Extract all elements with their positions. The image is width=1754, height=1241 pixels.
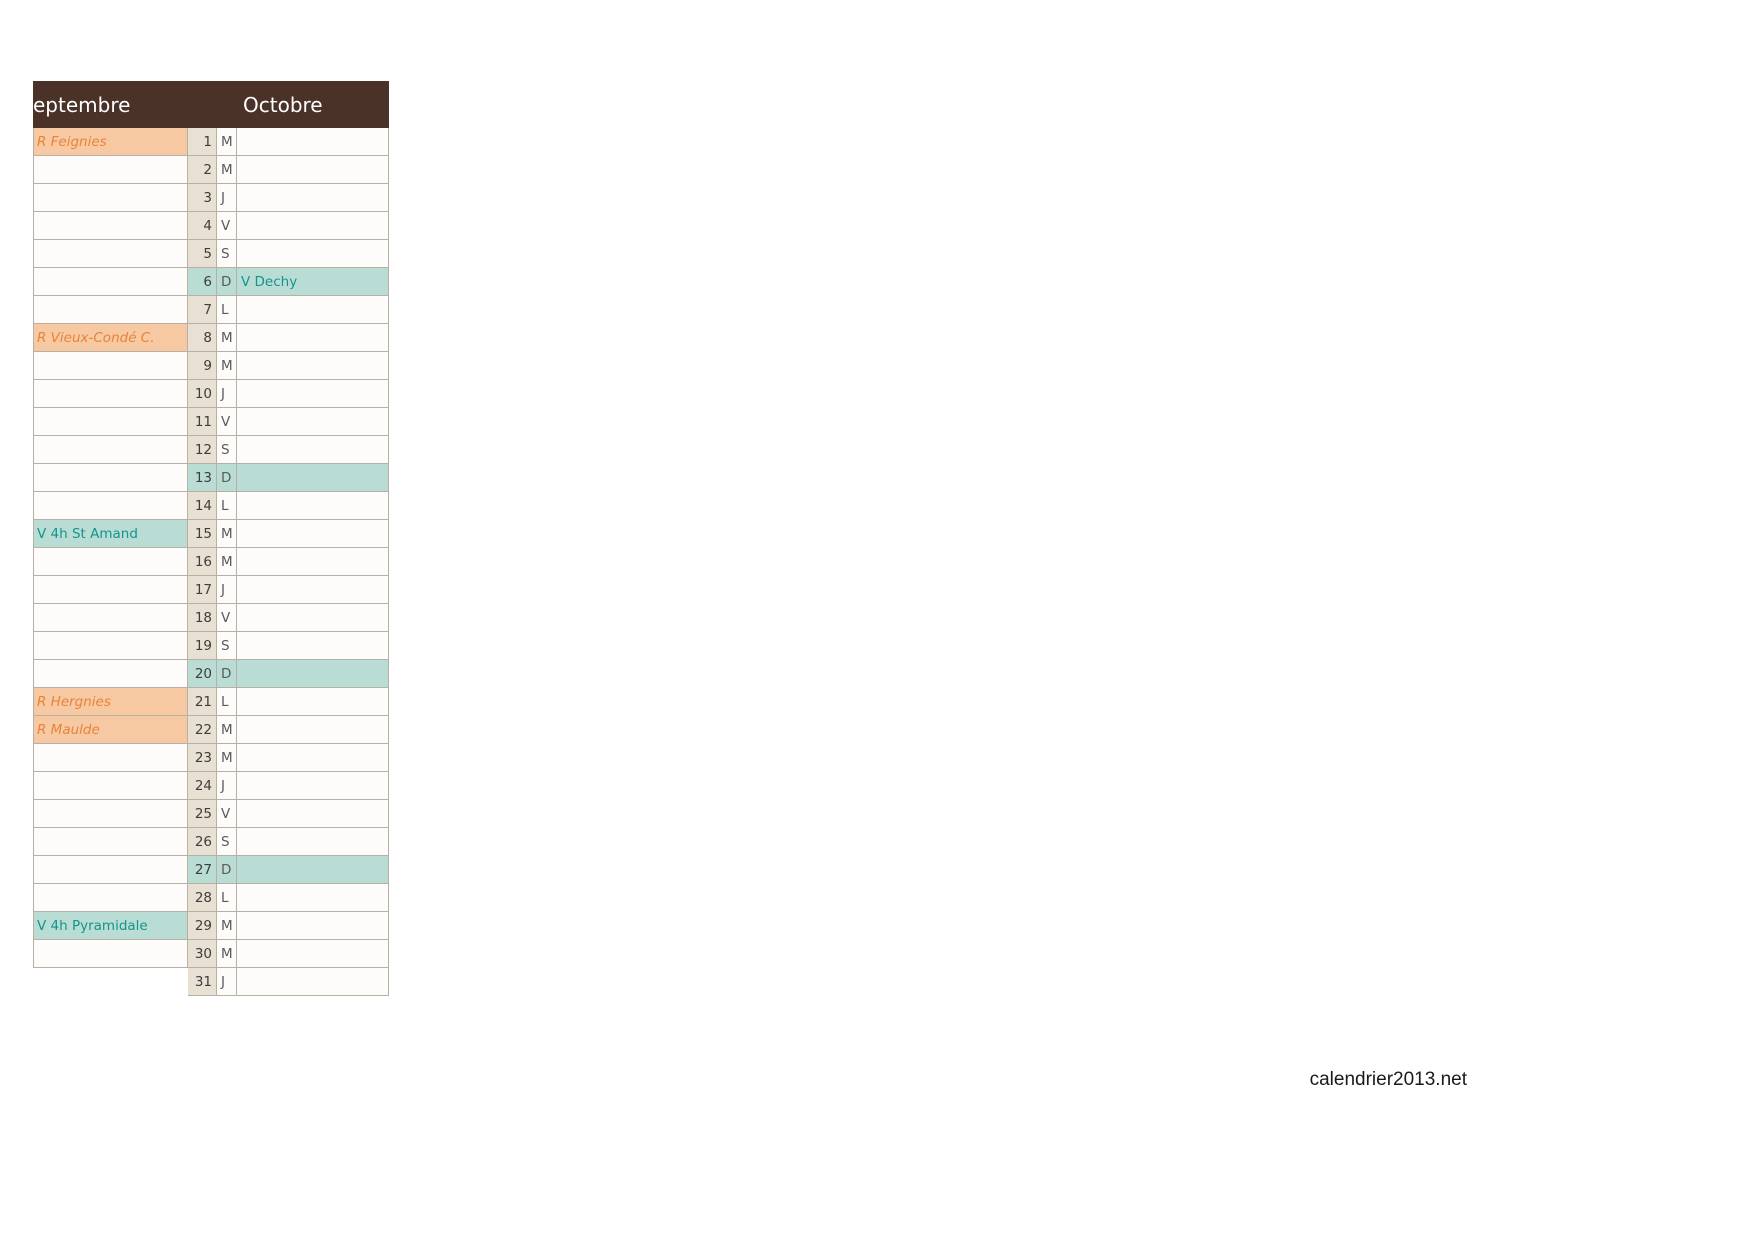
prev-month-event-cell [33, 408, 188, 436]
calendar-row [33, 128, 389, 156]
month-label-current: Octobre [243, 92, 323, 117]
prev-month-event-cell [33, 856, 188, 884]
weekday-letter-cell: V [217, 604, 237, 632]
calendar-row [33, 604, 389, 632]
weekday-letter-cell: D [217, 268, 237, 296]
day-number-cell: 13 [188, 464, 217, 492]
current-month-event-cell [237, 576, 389, 604]
weekday-letter-cell: M [217, 940, 237, 968]
day-number-cell: 8 [188, 324, 217, 352]
calendar-table [33, 81, 389, 996]
calendar-row [33, 436, 389, 464]
day-number-cell: 22 [188, 716, 217, 744]
weekday-letter-cell: V [217, 408, 237, 436]
day-number-cell: 2 [188, 156, 217, 184]
prev-month-event-cell [33, 576, 188, 604]
prev-month-event-cell [33, 548, 188, 576]
current-month-event-cell [237, 464, 389, 492]
day-number-cell: 24 [188, 772, 217, 800]
calendar-row [33, 968, 389, 996]
prev-month-event-cell [33, 968, 188, 996]
prev-month-event-cell [33, 492, 188, 520]
calendar-row [33, 772, 389, 800]
weekday-letter-cell: M [217, 548, 237, 576]
prev-month-event-cell [33, 156, 188, 184]
day-number-cell: 1 [188, 128, 217, 156]
weekday-letter-cell: M [217, 912, 237, 940]
calendar-row [33, 212, 389, 240]
current-month-event-cell [237, 324, 389, 352]
day-number-cell: 19 [188, 632, 217, 660]
day-number-cell: 23 [188, 744, 217, 772]
day-number-cell: 3 [188, 184, 217, 212]
day-number-cell: 16 [188, 548, 217, 576]
calendar-header [33, 81, 389, 128]
prev-month-event-cell [33, 352, 188, 380]
current-month-event-cell [237, 604, 389, 632]
weekday-letter-cell: J [217, 576, 237, 604]
calendar-row [33, 828, 389, 856]
day-number-cell: 7 [188, 296, 217, 324]
prev-month-event-cell: R Maulde [33, 716, 188, 744]
day-number-cell: 11 [188, 408, 217, 436]
day-number-cell: 5 [188, 240, 217, 268]
weekday-letter-cell: D [217, 464, 237, 492]
current-month-event-cell [237, 212, 389, 240]
weekday-letter-cell: D [217, 660, 237, 688]
current-month-event-cell [237, 940, 389, 968]
weekday-letter-cell: S [217, 240, 237, 268]
current-month-event-cell [237, 856, 389, 884]
day-number-cell: 29 [188, 912, 217, 940]
weekday-letter-cell: M [217, 352, 237, 380]
current-month-event-cell [237, 408, 389, 436]
weekday-letter-cell: M [217, 716, 237, 744]
prev-month-event-cell [33, 604, 188, 632]
current-month-event-cell [237, 632, 389, 660]
prev-month-event-cell [33, 772, 188, 800]
current-month-event-cell [237, 296, 389, 324]
day-number-cell: 14 [188, 492, 217, 520]
calendar-row [33, 800, 389, 828]
day-number-cell: 27 [188, 856, 217, 884]
current-month-event-cell [237, 380, 389, 408]
weekday-letter-cell: J [217, 380, 237, 408]
current-month-event-cell [237, 772, 389, 800]
current-month-event-cell [237, 744, 389, 772]
day-number-cell: 9 [188, 352, 217, 380]
weekday-letter-cell: J [217, 968, 237, 996]
source-watermark: calendrier2013.net [1309, 1069, 1467, 1090]
day-number-cell: 28 [188, 884, 217, 912]
day-number-cell: 10 [188, 380, 217, 408]
prev-month-event-cell [33, 296, 188, 324]
prev-month-event-cell: R Feignies [33, 128, 188, 156]
weekday-letter-cell: M [217, 324, 237, 352]
weekday-letter-cell: L [217, 492, 237, 520]
prev-month-event-cell [33, 268, 188, 296]
prev-month-event-cell [33, 660, 188, 688]
weekday-letter-cell: L [217, 296, 237, 324]
weekday-letter-cell: M [217, 744, 237, 772]
current-month-event-cell [237, 828, 389, 856]
weekday-letter-cell: J [217, 184, 237, 212]
current-month-event-cell [237, 156, 389, 184]
calendar-row [33, 184, 389, 212]
prev-month-event-cell [33, 212, 188, 240]
prev-month-event-cell [33, 828, 188, 856]
weekday-letter-cell: V [217, 212, 237, 240]
prev-month-event-cell [33, 184, 188, 212]
prev-month-event-cell [33, 884, 188, 912]
day-number-cell: 20 [188, 660, 217, 688]
calendar-row [33, 548, 389, 576]
calendar-row [33, 716, 389, 744]
calendar-row [33, 940, 389, 968]
calendar-rows [33, 128, 389, 996]
prev-month-event-cell [33, 464, 188, 492]
current-month-event-cell [237, 912, 389, 940]
prev-month-event-cell: V 4h Pyramidale [33, 912, 188, 940]
prev-month-event-cell [33, 940, 188, 968]
current-month-event-cell [237, 520, 389, 548]
calendar-row [33, 324, 389, 352]
calendar-row [33, 296, 389, 324]
weekday-letter-cell: M [217, 520, 237, 548]
day-number-cell: 25 [188, 800, 217, 828]
current-month-event-cell [237, 968, 389, 996]
calendar-row [33, 492, 389, 520]
prev-month-event-cell [33, 744, 188, 772]
day-number-cell: 30 [188, 940, 217, 968]
current-month-event-cell [237, 128, 389, 156]
calendar-row [33, 856, 389, 884]
day-number-cell: 6 [188, 268, 217, 296]
weekday-letter-cell: L [217, 688, 237, 716]
day-number-cell: 26 [188, 828, 217, 856]
calendar-row [33, 912, 389, 940]
calendar-row [33, 240, 389, 268]
calendar-row [33, 632, 389, 660]
month-label-previous: eptembre [33, 92, 131, 117]
calendar-row [33, 268, 389, 296]
day-number-cell: 21 [188, 688, 217, 716]
current-month-event-cell [237, 800, 389, 828]
calendar-row [33, 576, 389, 604]
current-month-event-cell [237, 688, 389, 716]
weekday-letter-cell: V [217, 800, 237, 828]
current-month-event-cell [237, 548, 389, 576]
calendar-row [33, 464, 389, 492]
day-number-cell: 31 [188, 968, 217, 996]
current-month-event-cell: V Dechy [237, 268, 389, 296]
weekday-letter-cell: D [217, 856, 237, 884]
weekday-letter-cell: S [217, 436, 237, 464]
prev-month-event-cell [33, 240, 188, 268]
prev-month-event-cell [33, 632, 188, 660]
prev-month-event-cell: V 4h St Amand [33, 520, 188, 548]
weekday-letter-cell: L [217, 884, 237, 912]
day-number-cell: 15 [188, 520, 217, 548]
weekday-letter-cell: M [217, 128, 237, 156]
current-month-event-cell [237, 716, 389, 744]
calendar-row [33, 156, 389, 184]
calendar-row [33, 744, 389, 772]
day-number-cell: 12 [188, 436, 217, 464]
day-number-cell: 4 [188, 212, 217, 240]
prev-month-event-cell: R Hergnies [33, 688, 188, 716]
calendar-row [33, 884, 389, 912]
current-month-event-cell [237, 660, 389, 688]
weekday-letter-cell: M [217, 156, 237, 184]
prev-month-event-cell [33, 436, 188, 464]
calendar-row [33, 380, 389, 408]
day-number-cell: 17 [188, 576, 217, 604]
current-month-event-cell [237, 436, 389, 464]
current-month-event-cell [237, 492, 389, 520]
calendar-row [33, 688, 389, 716]
calendar-row [33, 660, 389, 688]
prev-month-event-cell [33, 800, 188, 828]
current-month-event-cell [237, 884, 389, 912]
calendar-row [33, 520, 389, 548]
current-month-event-cell [237, 352, 389, 380]
current-month-event-cell [237, 184, 389, 212]
day-number-cell: 18 [188, 604, 217, 632]
calendar-row [33, 352, 389, 380]
weekday-letter-cell: S [217, 828, 237, 856]
calendar-row [33, 408, 389, 436]
weekday-letter-cell: J [217, 772, 237, 800]
prev-month-event-cell [33, 380, 188, 408]
weekday-letter-cell: S [217, 632, 237, 660]
prev-month-event-cell: R Vieux-Condé C. [33, 324, 188, 352]
current-month-event-cell [237, 240, 389, 268]
